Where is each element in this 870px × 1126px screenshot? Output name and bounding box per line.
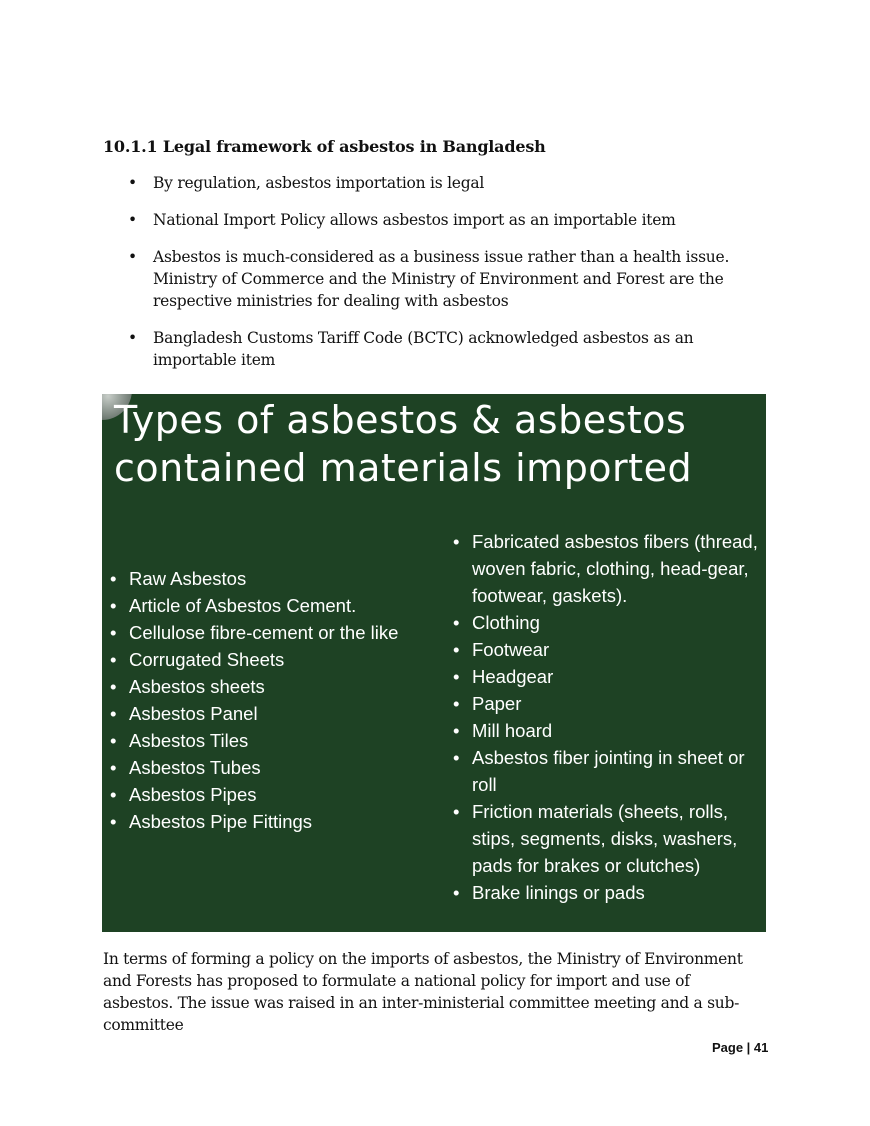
slide-list-item <box>453 798 763 879</box>
slide-list-item <box>453 663 763 690</box>
slide-list-item <box>110 700 430 727</box>
slide-list-item-text: Asbestos Tiles <box>129 730 249 751</box>
bullet-icon: • <box>110 595 117 616</box>
list-item <box>103 246 743 312</box>
bullet-icon: • <box>110 568 117 589</box>
bullet-icon: • <box>128 329 137 347</box>
bullet-icon: • <box>453 693 460 714</box>
slide-right-list <box>453 528 763 906</box>
bullet-icon: • <box>453 882 460 903</box>
list-item-text: By regulation, asbestos importation is legal <box>153 174 485 192</box>
slide-list-item <box>110 754 430 781</box>
slide-list-item <box>110 619 430 646</box>
bullet-icon: • <box>128 174 137 192</box>
slide-list-item-text: Asbestos Pipes <box>129 784 257 805</box>
slide-list-item-text: Asbestos sheets <box>129 676 265 697</box>
list-item <box>103 327 743 371</box>
list-item-text: National Import Policy allows asbestos import as an importable item <box>153 211 676 229</box>
slide-list-item-text: Asbestos Panel <box>129 703 258 724</box>
list-item-text: Asbestos is much-considered as a business issue rather than a health issue. Ministry of Commerce and the Ministry of Environment and Forest are the respective ministries for dealing with asbestos <box>153 248 730 310</box>
slide-list-item-text: Friction materials (sheets, rolls, stips, segments, disks, washers, pads for brakes or clutches) <box>472 801 738 876</box>
bullet-icon: • <box>110 757 117 778</box>
bullet-icon: • <box>128 211 137 229</box>
slide-list-item <box>110 727 430 754</box>
slide-list-item <box>453 717 763 744</box>
slide-list-item-text: Asbestos Tubes <box>129 757 261 778</box>
slide-left-list <box>110 565 430 835</box>
bullet-icon: • <box>110 811 117 832</box>
slide-list-item <box>110 781 430 808</box>
slide-list-item-text: Asbestos Pipe Fittings <box>129 811 313 832</box>
slide-list-item-text: Raw Asbestos <box>129 568 247 589</box>
slide-list-item <box>110 592 430 619</box>
bullet-icon: • <box>453 801 460 822</box>
section-heading: 10.1.1 Legal framework of asbestos in Bangladesh <box>103 137 546 156</box>
slide-list-item-text: Paper <box>472 693 522 714</box>
list-item <box>103 172 743 194</box>
list-item-text: Bangladesh Customs Tariff Code (BCTC) acknowledged asbestos as an importable item <box>153 329 694 369</box>
bullet-icon: • <box>453 531 460 552</box>
slide-list-item-text: Fabricated asbestos fibers (thread, woven fabric, clothing, head-gear, footwear, gaskets). <box>472 531 758 606</box>
slide-list-item-text: Brake linings or pads <box>472 882 645 903</box>
bullet-icon: • <box>110 703 117 724</box>
slide-list-item <box>453 609 763 636</box>
bullet-icon: • <box>453 666 460 687</box>
slide-title-line-2: contained materials imported <box>114 446 693 490</box>
slide-list-item <box>453 690 763 717</box>
slide-list-item-text: Corrugated Sheets <box>129 649 285 670</box>
bullet-icon: • <box>453 720 460 741</box>
slide-list-item <box>110 565 430 592</box>
slide-list-item <box>110 673 430 700</box>
slide-list-item <box>110 646 430 673</box>
slide-list-item <box>110 808 430 835</box>
page-number: Page | 41 <box>712 1040 769 1055</box>
bullet-icon: • <box>453 747 460 768</box>
bullet-icon: • <box>110 649 117 670</box>
slide-list-item-text: Footwear <box>472 639 550 660</box>
asbestos-types-slide-image <box>102 394 766 932</box>
bullet-icon: • <box>453 639 460 660</box>
slide-list-item <box>453 636 763 663</box>
slide-title-line-1: Types of asbestos & asbestos <box>114 398 687 442</box>
slide-list-item-text: Article of Asbestos Cement. <box>129 595 357 616</box>
slide-list-item-text: Cellulose fibre-cement or the like <box>129 622 399 643</box>
slide-list-item <box>453 744 763 798</box>
body-paragraph: In terms of forming a policy on the imports of asbestos, the Ministry of Environment and Forests has proposed to formulate a national policy for import and use of asbestos. The issue was raised in an inter-ministerial committee meeting and a sub-committee <box>103 950 743 1034</box>
bullet-icon: • <box>128 248 137 266</box>
bullet-icon: • <box>453 612 460 633</box>
slide-list-item-text: Mill hoard <box>472 720 553 741</box>
slide-list-item-text: Clothing <box>472 612 540 633</box>
bullet-icon: • <box>110 730 117 751</box>
slide-list-item <box>453 879 763 906</box>
slide-list-item-text: Headgear <box>472 666 554 687</box>
slide-list-item <box>453 528 763 609</box>
bullet-icon: • <box>110 622 117 643</box>
slide-list-item-text: Asbestos fiber jointing in sheet or roll <box>472 747 745 795</box>
list-item <box>103 209 743 231</box>
bullet-icon: • <box>110 676 117 697</box>
slide-title <box>114 396 764 492</box>
legal-framework-list <box>103 172 743 386</box>
bullet-icon: • <box>110 784 117 805</box>
